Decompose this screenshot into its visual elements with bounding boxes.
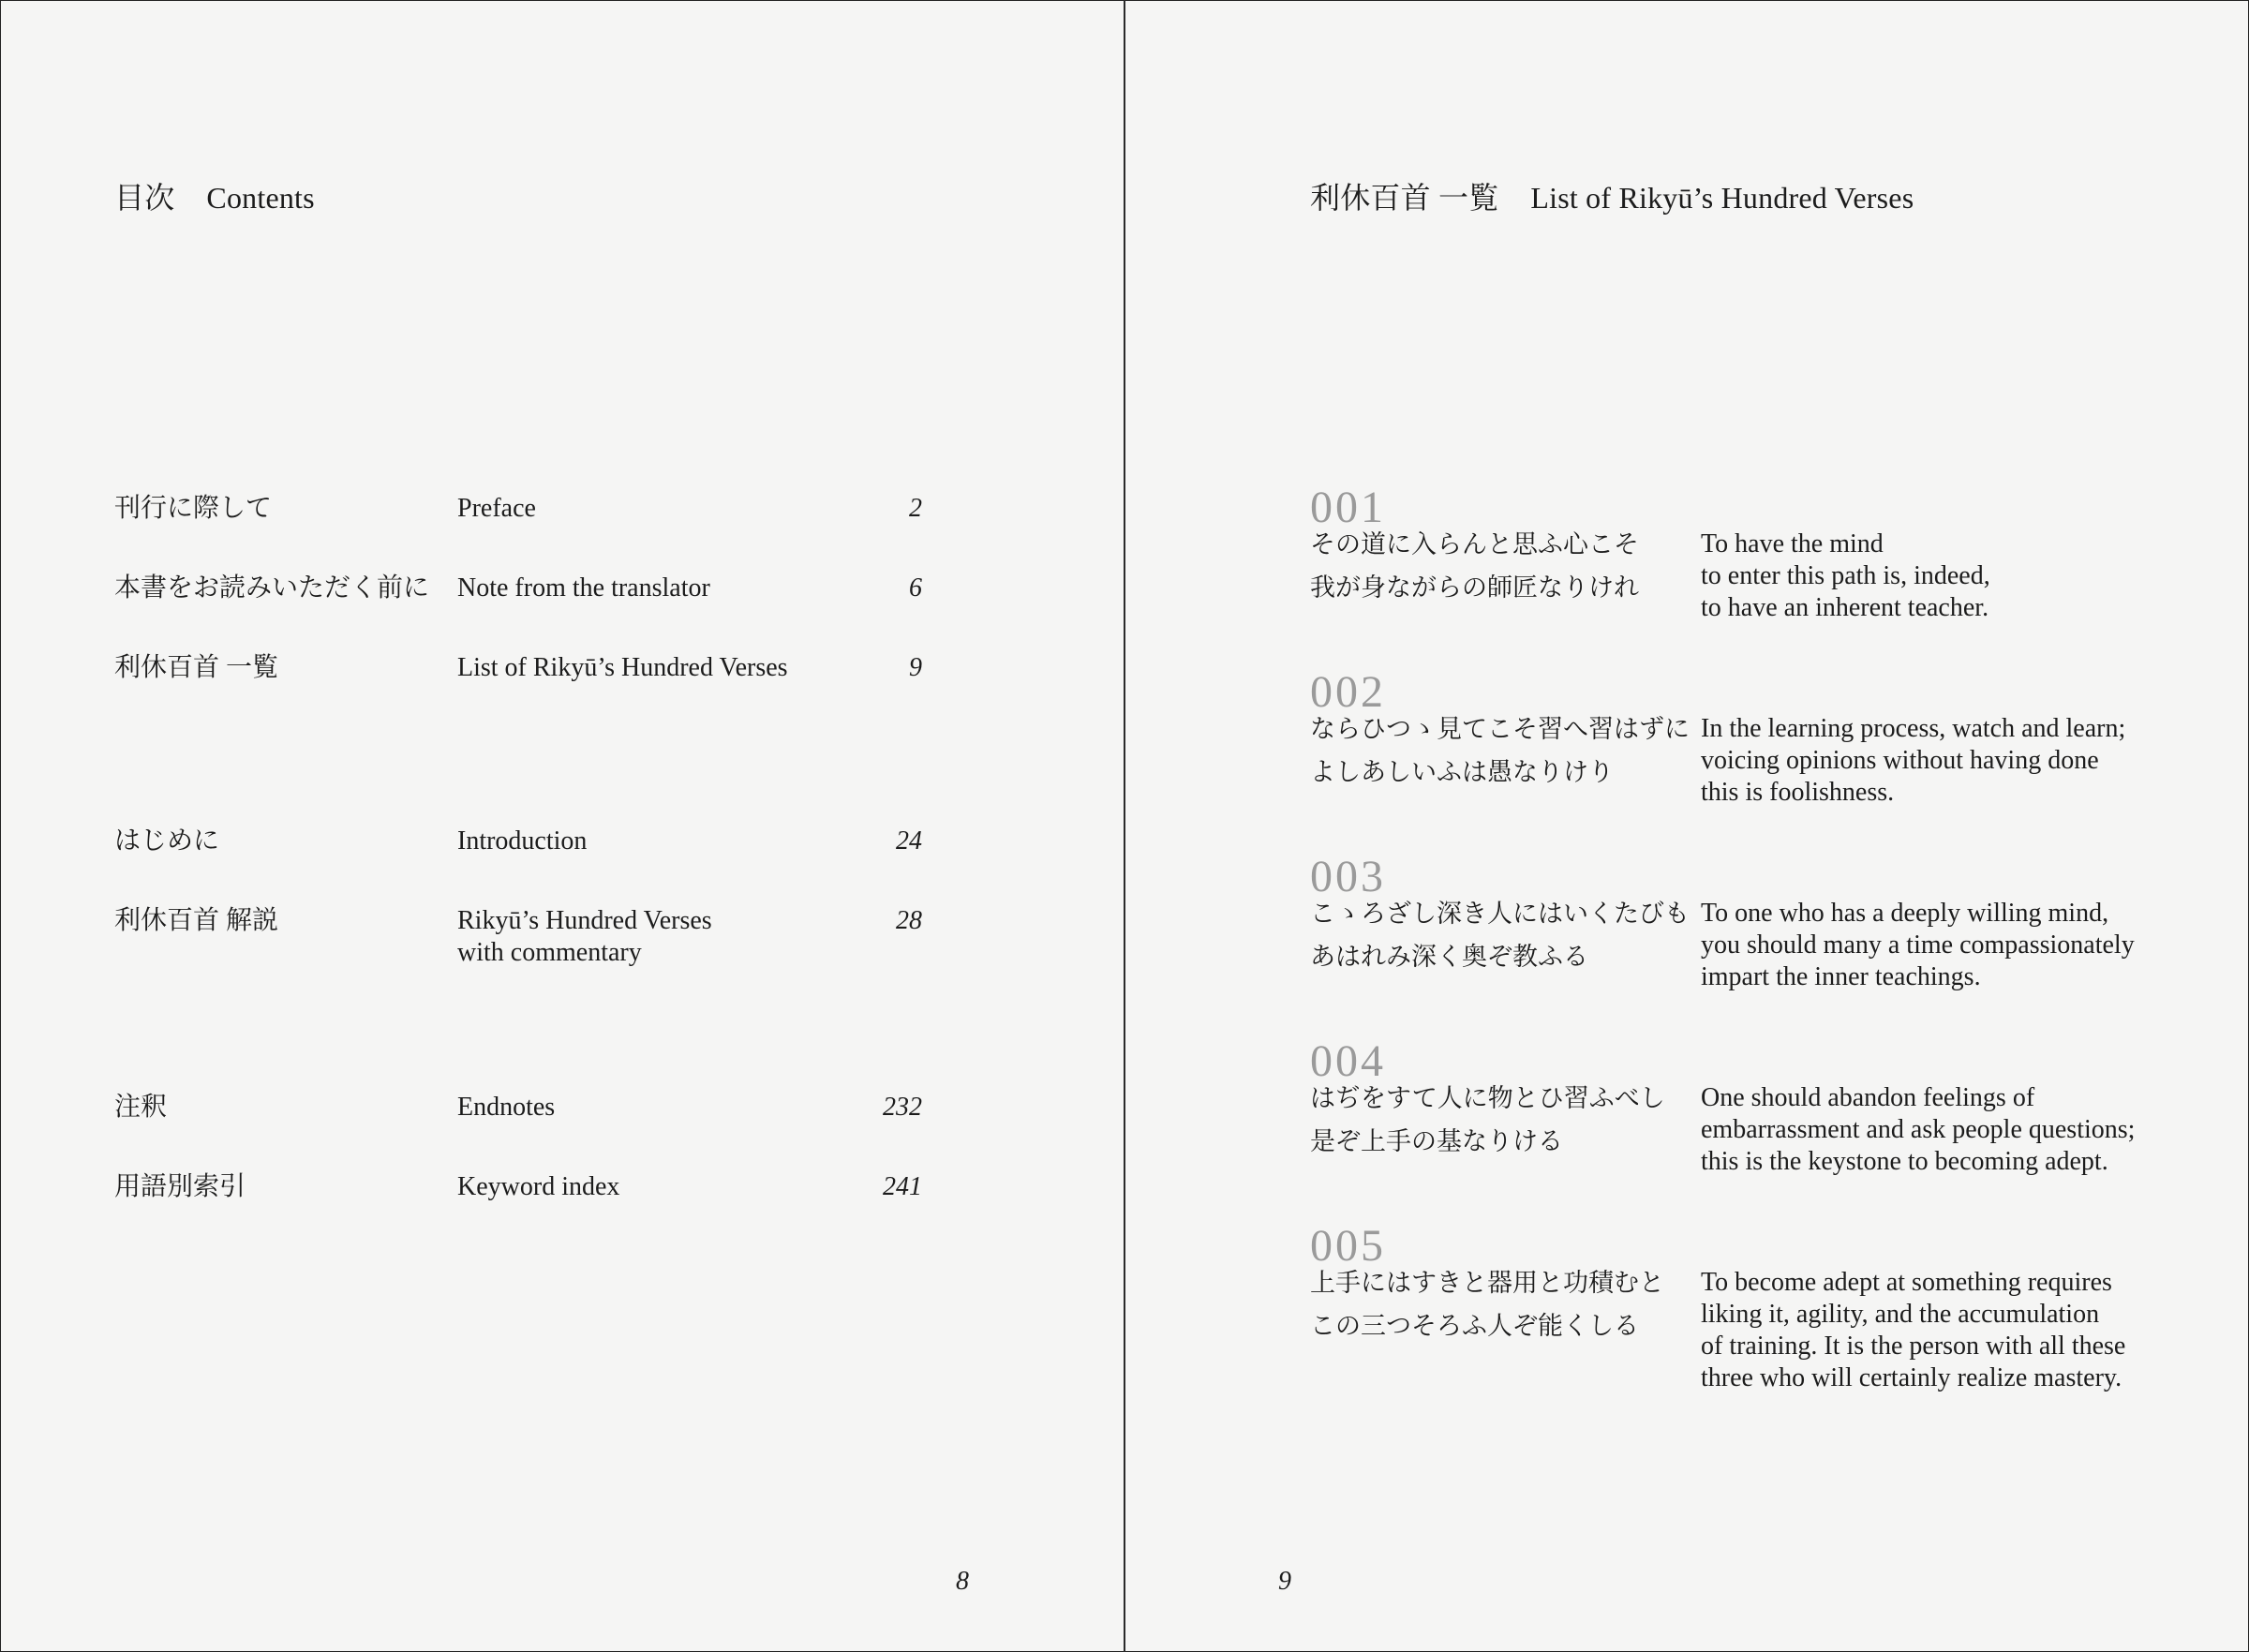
toc-jp: 本書をお読みいただく前に: [114, 573, 430, 603]
verse-list-heading-en: List of Rikyū’s Hundred Verses: [1530, 181, 1914, 215]
verse-jp-line: この三つそろふ人ぞ能くしる: [1310, 1312, 1639, 1340]
toc-en: Preface: [457, 494, 536, 523]
verse-jp-line: 上手にはすきと器用と功積むと: [1310, 1269, 1664, 1297]
toc-jp: 注釈: [114, 1093, 168, 1122]
verse-jp-line: こゝろざし深き人にはいくたびも: [1310, 900, 1690, 928]
contents-heading-jp: 目次: [114, 181, 175, 215]
verse-jp-line: 是ぞ上手の基なりける: [1310, 1127, 1563, 1155]
verse-en-line: to have an inherent teacher.: [1701, 593, 1989, 622]
verse-translation: [1701, 528, 1990, 624]
toc-en: Rikyū’s Hundred Verses with commentary: [457, 906, 712, 967]
toc-page: 232: [883, 1093, 922, 1122]
toc-page: 24: [896, 826, 922, 856]
verse-translation: [1701, 1267, 2125, 1394]
verse-en-line: you should many a time compassionately: [1701, 930, 2135, 960]
verse-en-line: To have the mind: [1701, 529, 1884, 558]
toc-page: 241: [883, 1172, 922, 1201]
toc-jp: はじめに: [114, 826, 220, 856]
folio-left: 8: [956, 1567, 969, 1596]
verse-number: 003: [1310, 852, 1386, 901]
verse-jp-line: はぢをすて人に物とひ習ふべし: [1310, 1084, 1665, 1112]
folio-right: 9: [1278, 1567, 1291, 1596]
verse-en-line: this is the keystone to becoming adept.: [1701, 1147, 2108, 1176]
verse-en-line: liking it, agility, and the accumulation: [1701, 1300, 2100, 1329]
verse-list-heading: [1310, 174, 1914, 217]
verse-jp-line: ならひつゝ見てこそ習へ習はずに: [1310, 715, 1690, 743]
verse-number: 004: [1310, 1036, 1386, 1086]
verse-translation: [1701, 713, 2125, 809]
verse-en-line: embarrassment and ask people questions;: [1701, 1115, 2136, 1144]
toc-en: Introduction: [457, 826, 588, 856]
toc-page: 28: [896, 906, 922, 935]
verse-en-line: of training. It is the person with all these: [1701, 1332, 2126, 1361]
verse-en-line: to enter this path is, indeed,: [1701, 561, 1990, 590]
toc-en: List of Rikyū’s Hundred Verses: [457, 653, 788, 682]
verse-en-line: three who will certainly realize mastery.: [1701, 1363, 2122, 1392]
toc-en: Endnotes: [457, 1093, 556, 1122]
toc-jp: 用語別索引: [114, 1172, 246, 1201]
verse-en-line: To become adept at something requires: [1701, 1268, 2112, 1297]
toc-en: Keyword index: [457, 1172, 620, 1201]
toc-page: 9: [909, 653, 922, 682]
verse-jp-line: あはれみ深く奥ぞ教ふる: [1310, 943, 1588, 971]
verse-jp-line: よしあしいふは愚なりけり: [1310, 758, 1614, 786]
contents-heading: [114, 174, 315, 217]
verse-translation: [1701, 898, 2135, 993]
toc-page: 6: [909, 573, 922, 603]
verse-en-line: In the learning process, watch and learn;: [1701, 714, 2126, 743]
verse-list-heading-jp: 利休百首 一覧: [1310, 181, 1499, 215]
toc-page: 2: [909, 494, 922, 523]
toc-jp: 利休百首 解説: [114, 906, 279, 935]
toc-jp: 利休百首 一覧: [114, 653, 279, 682]
contents-heading-en: Contents: [206, 181, 315, 215]
verse-translation: [1701, 1082, 2135, 1178]
verse-number: 002: [1310, 667, 1386, 717]
verse-jp-line: 我が身ながらの師匠なりけれ: [1310, 573, 1639, 602]
toc-jp: 刊行に際して: [114, 494, 273, 523]
spine-gutter: [1124, 0, 1125, 1652]
verse-number: 005: [1310, 1221, 1386, 1271]
verse-jp-line: その道に入らんと思ふ心こそ: [1310, 530, 1639, 558]
verse-number: 001: [1310, 483, 1386, 532]
verse-en-line: impart the inner teachings.: [1701, 962, 1981, 991]
toc-en: Note from the translator: [457, 573, 710, 603]
verse-en-line: this is foolishness.: [1701, 778, 1895, 807]
verse-en-line: One should abandon feelings of: [1701, 1083, 2035, 1112]
verse-en-line: To one who has a deeply willing mind,: [1701, 899, 2109, 928]
verse-en-line: voicing opinions without having done: [1701, 746, 2099, 775]
